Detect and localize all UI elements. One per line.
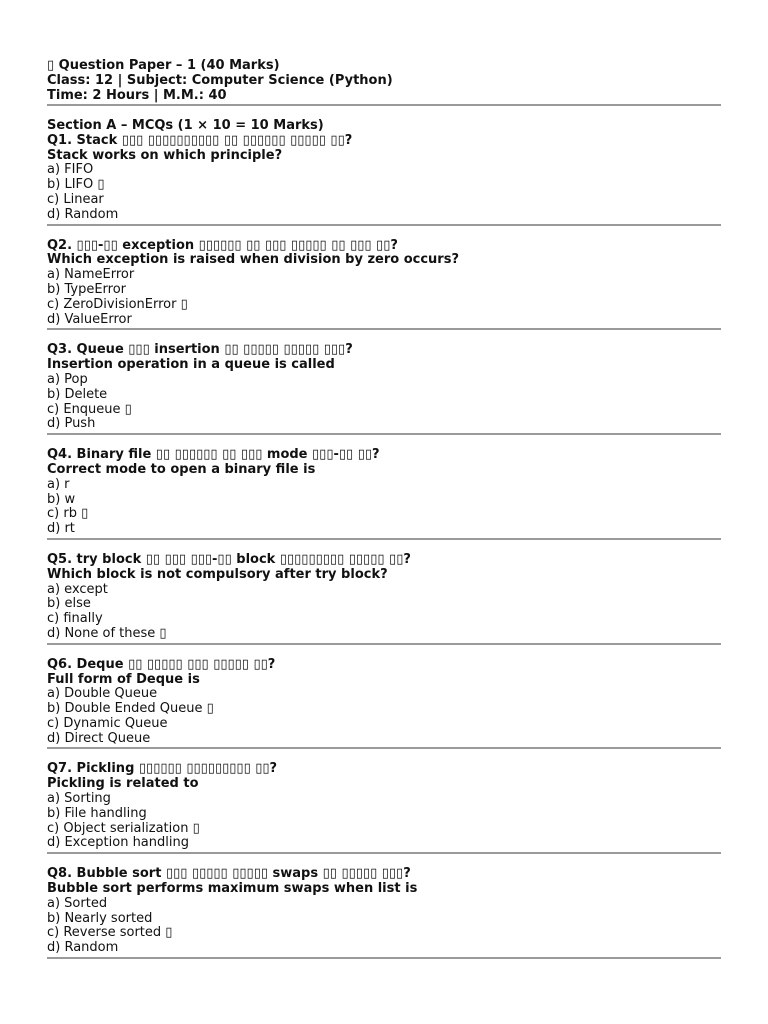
answer-option: a) NameError (47, 267, 135, 283)
answer-option: d) Push (47, 416, 96, 432)
question-divider (47, 852, 721, 854)
class-subject-line: Class: 12 | Subject: Computer Science (Python) (47, 73, 393, 88)
answer-option: a) Sorted (47, 895, 108, 911)
question-english-text: Insertion operation in a queue is called (47, 357, 335, 373)
answer-option: d) ValueError (47, 311, 132, 327)
section-a (47, 119, 721, 959)
answer-option: d) Direct Queue (47, 730, 151, 746)
question-english-text: Pickling is related to (47, 776, 199, 792)
header-divider (47, 104, 721, 106)
answer-option: c) ZeroDivisionError ▯ (47, 296, 188, 312)
question-english-text: Which block is not compulsory after try block? (47, 566, 388, 582)
question-7 (47, 762, 721, 854)
question-5 (47, 553, 721, 645)
answer-option: a) Sorting (47, 791, 111, 807)
question-english-text: Full form of Deque is (47, 671, 200, 687)
answer-option: b) Delete (47, 386, 108, 402)
paper-title: ▯ Question Paper – 1 (40 Marks) (47, 58, 280, 73)
answer-option: a) Pop (47, 371, 88, 387)
answer-option: a) except (47, 581, 108, 597)
question-divider (47, 747, 721, 749)
answer-option: c) Linear (47, 191, 104, 207)
question-hindi-text: Q6. Deque ▯▯ ▯▯▯▯▯ ▯▯▯ ▯▯▯▯▯ ▯▯? (47, 656, 276, 672)
question-divider (47, 538, 721, 540)
answer-option: c) Object serialization ▯ (47, 820, 200, 836)
question-1 (47, 134, 721, 226)
question-english-text: Bubble sort performs maximum swaps when list is (47, 881, 418, 897)
answer-option: b) TypeError (47, 281, 127, 297)
question-3 (47, 343, 721, 435)
question-english-text: Which exception is raised when division by zero occurs? (47, 252, 460, 268)
question-divider (47, 643, 721, 645)
time-marks-line: Time: 2 Hours | M.M.: 40 (47, 88, 227, 103)
answer-option: a) Double Queue (47, 686, 158, 702)
question-hindi-text: Q1. Stack ▯▯▯ ▯▯▯▯▯▯▯▯▯▯ ▯▯ ▯▯▯▯▯▯ ▯▯▯▯▯ ▯▯? (47, 132, 353, 148)
answer-option: c) Dynamic Queue (47, 715, 168, 731)
answer-option: a) FIFO (47, 162, 94, 178)
question-6 (47, 658, 721, 750)
answer-option: c) Enqueue ▯ (47, 401, 132, 417)
question-hindi-text: Q8. Bubble sort ▯▯▯ ▯▯▯▯▯ ▯▯▯▯▯ swaps ▯▯ ▯▯▯▯▯ ▯▯▯? (47, 866, 411, 882)
question-divider (47, 957, 721, 959)
question-divider (47, 328, 721, 330)
answer-option: d) Random (47, 206, 119, 222)
question-divider (47, 224, 721, 226)
question-2 (47, 239, 721, 331)
answer-option: c) rb ▯ (47, 506, 89, 522)
question-8 (47, 867, 721, 959)
answer-option: c) finally (47, 611, 103, 627)
question-english-text: Correct mode to open a binary file is (47, 461, 316, 477)
answer-option: b) LIFO ▯ (47, 177, 105, 193)
question-divider (47, 433, 721, 435)
answer-option: b) Double Ended Queue ▯ (47, 701, 214, 717)
question-list (47, 134, 721, 959)
section-title: Section A – MCQs (1 × 10 = 10 Marks) (47, 118, 324, 133)
question-hindi-text: Q5. try block ▯▯ ▯▯▯ ▯▯▯-▯▯ block ▯▯▯▯▯▯▯▯▯ ▯▯▯▯▯ ▯▯? (47, 551, 411, 567)
question-hindi-text: Q7. Pickling ▯▯▯▯▯▯ ▯▯▯▯▯▯▯▯▯ ▯▯? (47, 761, 278, 777)
answer-option: b) w (47, 491, 76, 507)
question-hindi-text: Q2. ▯▯▯-▯▯ exception ▯▯▯▯▯▯ ▯▯ ▯▯▯ ▯▯▯▯▯ ▯▯ ▯▯▯ ▯▯? (47, 237, 398, 253)
answer-option: d) rt (47, 521, 75, 537)
answer-option: c) Reverse sorted ▯ (47, 925, 173, 941)
paper-header (47, 58, 721, 103)
question-hindi-text: Q4. Binary file ▯▯ ▯▯▯▯▯▯ ▯▯ ▯▯▯ mode ▯▯▯-▯▯ ▯▯? (47, 447, 380, 463)
question-4 (47, 448, 721, 540)
answer-option: d) None of these ▯ (47, 625, 167, 641)
answer-option: b) Nearly sorted (47, 910, 153, 926)
answer-option: a) r (47, 476, 70, 492)
question-hindi-text: Q3. Queue ▯▯▯ insertion ▯▯ ▯▯▯▯▯ ▯▯▯▯▯ ▯▯▯? (47, 342, 353, 358)
answer-option: d) Exception handling (47, 835, 189, 851)
answer-option: b) File handling (47, 805, 147, 821)
answer-option: b) else (47, 596, 91, 612)
question-english-text: Stack works on which principle? (47, 147, 283, 163)
answer-option: d) Random (47, 940, 119, 956)
